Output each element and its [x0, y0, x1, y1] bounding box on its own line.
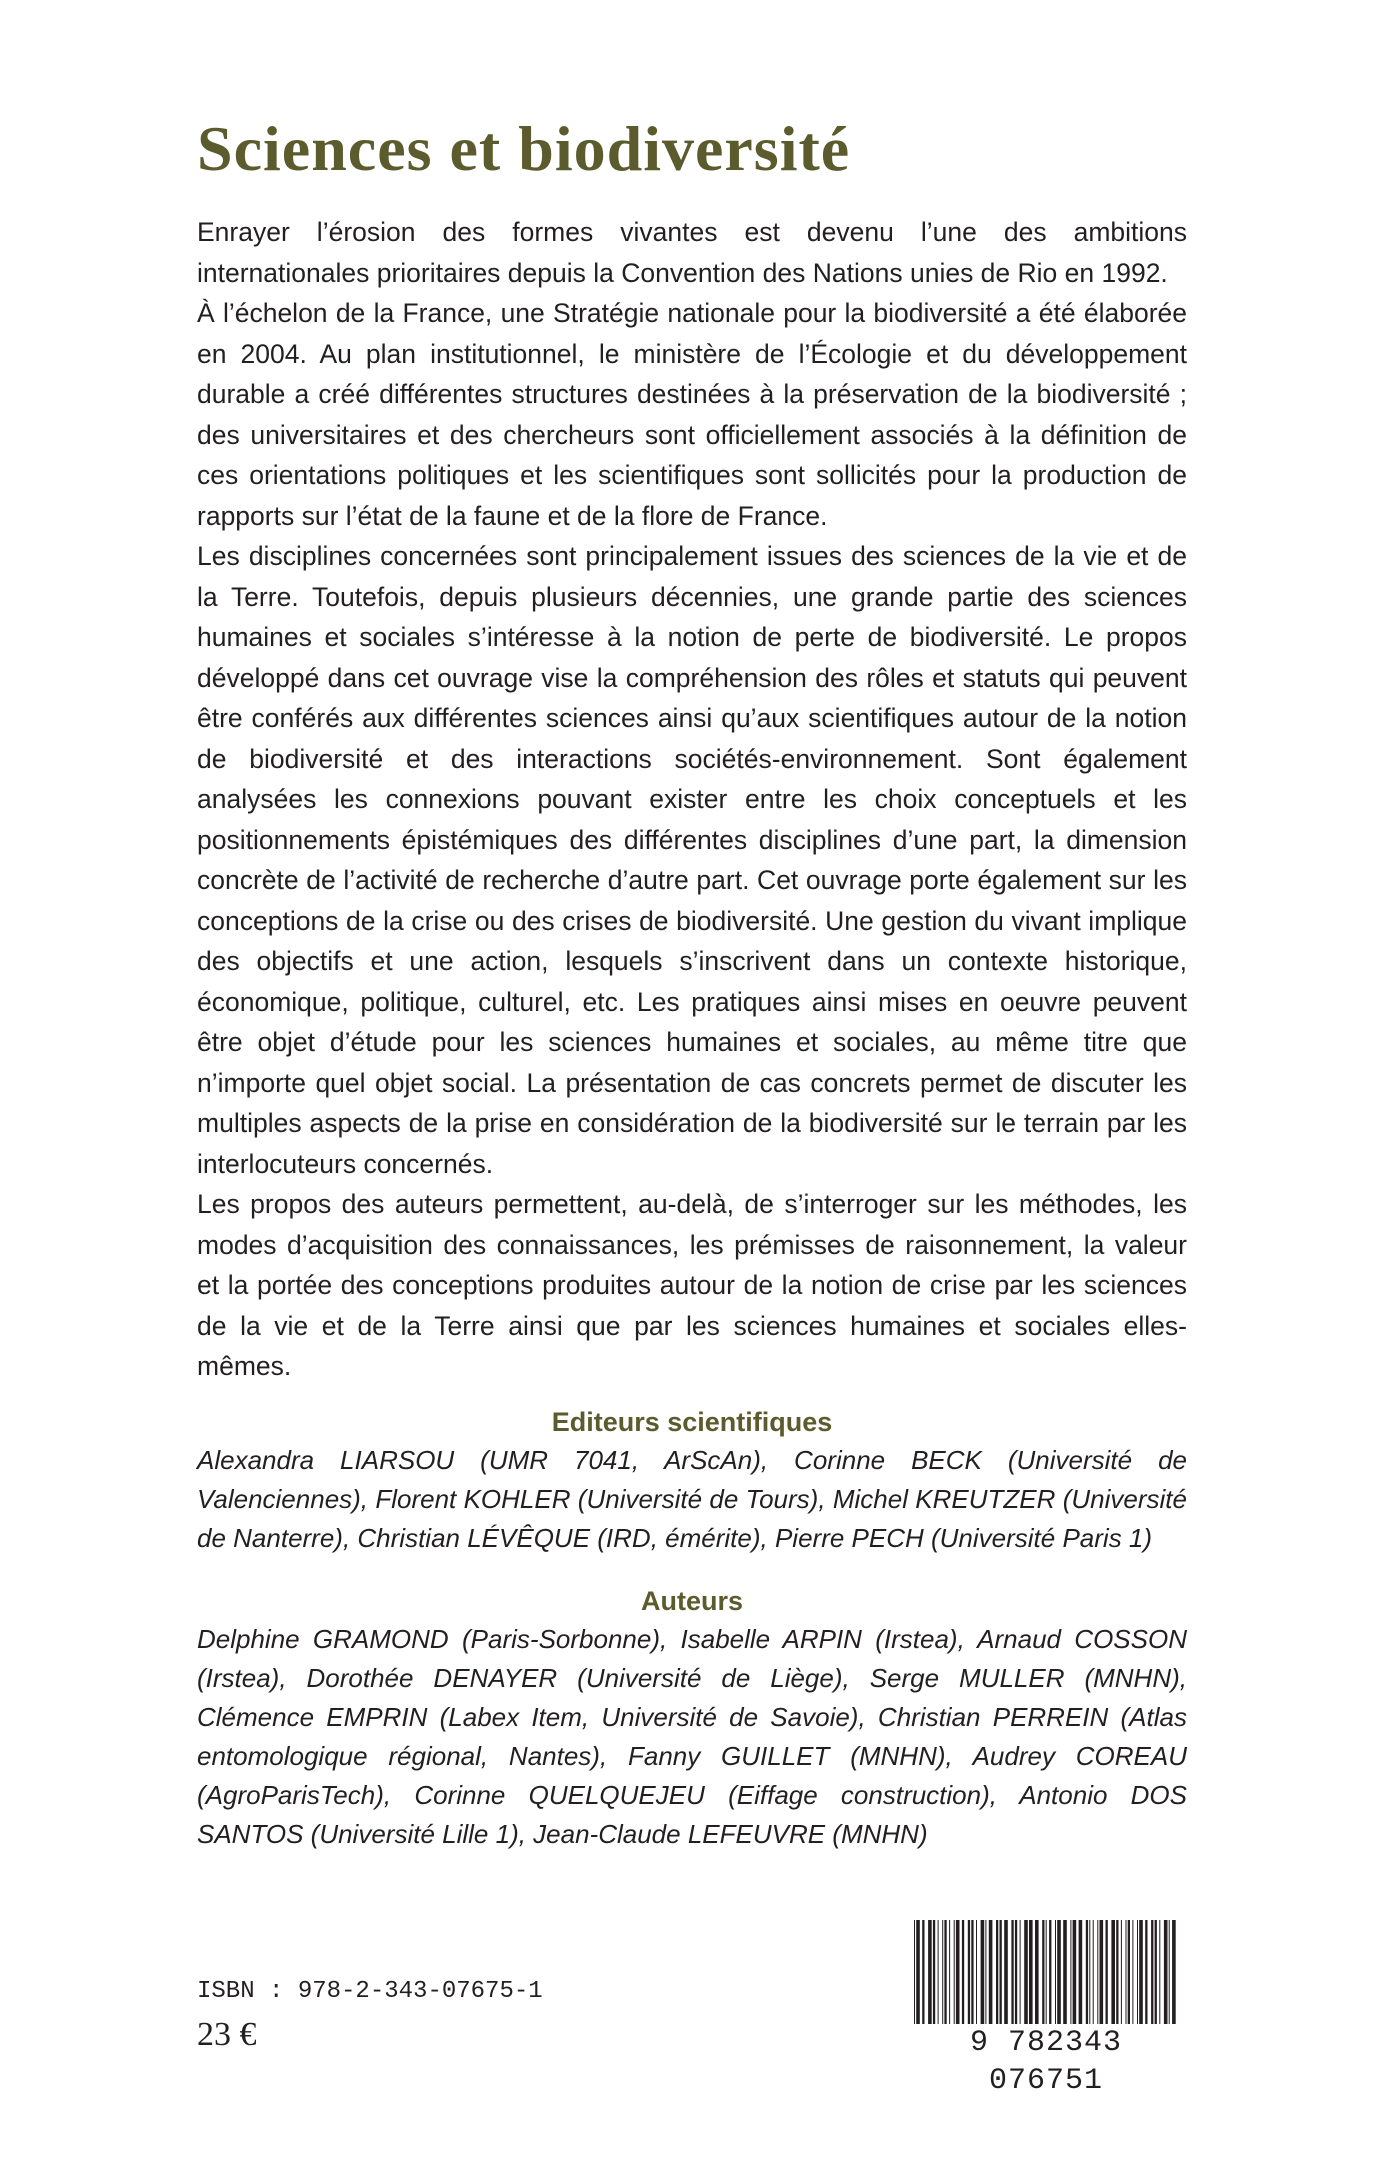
authors-section	[197, 1582, 1187, 1854]
editors-heading: Editeurs scientifiques	[551, 1407, 833, 1437]
blurb-paragraph-4: Les propos des auteurs permettent, au-delà, de s’interroger sur les méthodes, les modes d’acquisition des connaissances, les prémisses de raisonnement, la valeur et la portée des conceptions produites autour de la notion de crise par les sciences de la vie et de la Terre ainsi que par les sciences humaines et sociales elles-mêmes.	[197, 1189, 1187, 1381]
blurb-paragraph-3: Les disciplines concernées sont principalement issues des sciences de la vie et de la Terre. Toutefois, depuis plusieurs décennies, une grande partie des sciences humaines et sociales s’intéresse à la notion de perte de biodiversité. Le propos développé dans cet ouvrage vise la compréhension des rôles et statuts qui peuvent être conférés aux différentes sciences ainsi qu’aux scientifiques autour de la notion de biodiversité et des interactions sociétés-environnement. Sont également analysées les connexions pouvant exister entre les choix conceptuels et les positionnements épistémiques des différentes disciplines d’une part, la dimension concrète de l’activité de recherche d’autre part. Cet ouvrage porte également sur les conceptions de la crise ou des crises de biodiversité. Une gestion du vivant implique des objectifs et une action, lesquels s’inscrivent dans un contexte historique, économique, politique, culturel, etc. Les pratiques ainsi mises en oeuvre peuvent être objet d’étude pour les sciences humaines et sociales, au même titre que n’importe quel objet social. La présentation de cas concrets permet de discuter les multiples aspects de la prise en considération de la biodiversité sur le terrain par les interlocuteurs concernés.	[197, 541, 1187, 1179]
isbn-number: ISBN : 978-2-343-07675-1	[197, 1978, 543, 2005]
barcode-digits: 9 782343 076751	[906, 2024, 1186, 2100]
price: 23 €	[197, 2016, 257, 2053]
editors-names: Alexandra LIARSOU (UMR 7041, ArScAn), Corinne BECK (Université de Valenciennes), Florent KOHLER (Université de Tours), Michel KREUTZER (Université de Nanterre), Christian LÉVÊQUE (IRD, émérite), Pierre PECH (Université Paris 1)	[197, 1445, 1187, 1553]
blurb	[197, 212, 1187, 1387]
book-title: Sciences et biodiversité	[197, 113, 851, 184]
authors-names: Delphine GRAMOND (Paris-Sorbonne), Isabelle ARPIN (Irstea), Arnaud COSSON (Irstea), Dorothée DENAYER (Université de Liège), Serge MULLER (MNHN), Clémence EMPRIN (Labex Item, Université de Savoie), Christian PERREIN (Atlas entomologique régional, Nantes), Fanny GUILLET (MNHN), Audrey COREAU (AgroParisTech), Corinne QUELQUEJEU (Eiffage construction), Antonio DOS SANTOS (Université Lille 1), Jean-Claude LEFEUVRE (MNHN)	[197, 1624, 1187, 1849]
authors-heading: Auteurs	[640, 1586, 743, 1616]
editors-section	[197, 1403, 1187, 1558]
blurb-paragraph-2: À l’échelon de la France, une Stratégie nationale pour la biodiversité a été élaborée en 2004. Au plan institutionnel, le ministère de l’Écologie et du développement durable a créé différentes structures destinées à la préservation de la biodiversité ; des universitaires et des chercheurs sont officiellement associés à la définition de ces orientations politiques et les scientifiques sont sollicités pour la production de rapports sur l’état de la faune et de la flore de France.	[197, 298, 1187, 531]
blurb-paragraph-1: Enrayer l’érosion des formes vivantes est devenu l’une des ambitions internationales prioritaires depuis la Convention des Nations unies de Rio en 1992.	[197, 217, 1187, 288]
